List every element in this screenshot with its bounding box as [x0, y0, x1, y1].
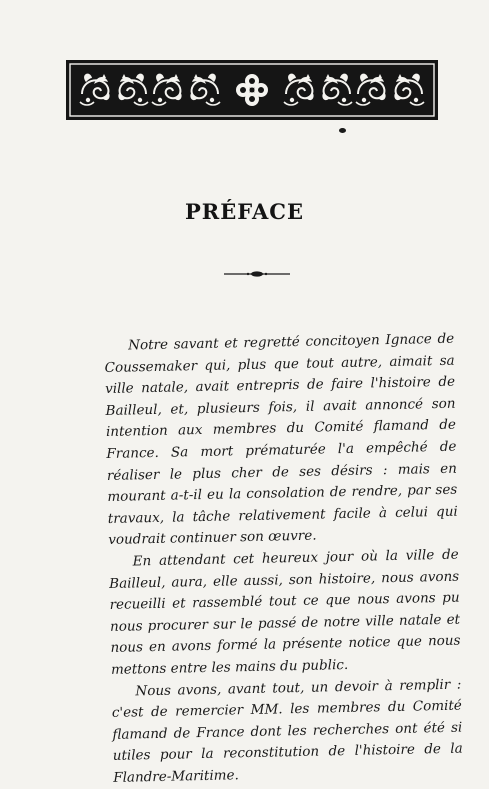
- preface-body: [104, 329, 463, 789]
- paragraph-1: Notre savant et regretté concitoyen Ignace de Coussemaker qui, plus que tout autre, aimait sa ville natale, avait entrepris de faire l'histoire de Bailleul, et, plusieurs fois, il avait annoncé son intention aux membres du Comité flamand de France. Sa mort prématurée l'a empêché de réaliser le plus cher de ses désirs : mais en mourant a-t-il eu la consolation de rendre, par ses travaux, la tâche relativement facile à celui qui voudrait continuer son œuvre.: [104, 330, 458, 549]
- floral-headpiece-ornament: [66, 60, 438, 120]
- ink-speck: [339, 128, 346, 133]
- paragraph-3: Nous avons, avant tout, un devoir à remplir : c'est de remercier MM. les membres du Comité flamand de France dont les recherches ont été si utiles pour la reconstitution de l'histoire de la Flandre-Maritime.: [111, 676, 463, 786]
- paragraph-2: En attendant cet heureux jour où la ville de Bailleul, aura, elle aussi, son histoire, nous avons recueilli et rassemblé tout ce que nous avons pu nous procurer sur le passé de notre ville natale et nous en avons formé la présente notice que nous mettons entre les mains du public.: [109, 546, 461, 678]
- title-divider-rule: [224, 270, 290, 278]
- page-title: PRÉFACE: [185, 199, 304, 224]
